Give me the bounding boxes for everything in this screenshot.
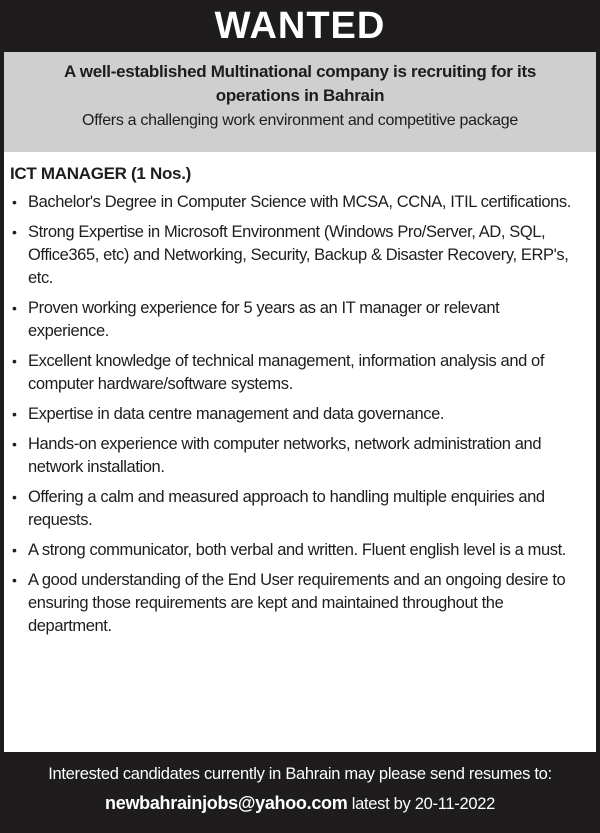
requirement-text: A good understanding of the End User requirements and an ongoing desire to ensuring those requirements are kept and maintained throughout the department. xyxy=(28,571,566,635)
requirement-item xyxy=(10,297,584,343)
wanted-heading: WANTED xyxy=(214,5,386,47)
requirement-text: Expertise in data centre management and data governance. xyxy=(28,405,445,423)
requirement-item xyxy=(10,350,584,396)
bullet-icon: • xyxy=(12,436,17,452)
requirement-item xyxy=(10,403,584,426)
intro-headline-line-2: operations in Bahrain xyxy=(215,86,385,105)
job-details xyxy=(4,152,596,752)
requirement-item xyxy=(10,486,584,532)
contact-email: newbahrainjobs@yahoo.com xyxy=(105,793,348,813)
bullet-icon: • xyxy=(12,353,17,369)
application-deadline: latest by 20-11-2022 xyxy=(347,795,495,813)
bullet-icon: • xyxy=(12,300,17,316)
intro-subline: Offers a challenging work environment and competitive package xyxy=(82,112,518,129)
requirement-text: Offering a calm and measured approach to handling multiple enquiries and requests. xyxy=(28,488,545,529)
requirement-item xyxy=(10,569,584,638)
requirements-list xyxy=(10,191,584,638)
bullet-icon: • xyxy=(12,542,17,558)
requirement-text: Proven working experience for 5 years as an IT manager or relevant experience. xyxy=(28,299,500,340)
header-banner xyxy=(4,0,596,52)
position-title: ICT MANAGER (1 Nos.) xyxy=(10,164,192,183)
requirement-item xyxy=(10,221,584,290)
bullet-icon: • xyxy=(12,406,17,422)
bullet-icon: • xyxy=(12,194,17,210)
requirement-text: Excellent knowledge of technical management, information analysis and of computer hardware/software systems. xyxy=(28,352,545,393)
requirement-item xyxy=(10,433,584,479)
requirement-item xyxy=(10,539,584,562)
requirement-text: A strong communicator, both verbal and written. Fluent english level is a must. xyxy=(28,541,566,559)
application-instruction: Interested candidates currently in Bahrain may please send resumes to: xyxy=(48,765,552,783)
requirement-item xyxy=(10,191,584,214)
requirement-text: Bachelor's Degree in Computer Science with MCSA, CCNA, ITIL certifications. xyxy=(28,193,571,211)
requirement-text: Hands-on experience with computer networks, network administration and network installation. xyxy=(28,435,542,476)
application-contact xyxy=(4,790,596,817)
bullet-icon: • xyxy=(12,224,17,240)
intro-headline xyxy=(4,60,596,108)
bullet-icon: • xyxy=(12,489,17,505)
bullet-icon: • xyxy=(12,572,17,588)
application-footer xyxy=(4,752,596,833)
intro-section xyxy=(4,52,596,152)
requirement-text: Strong Expertise in Microsoft Environment (Windows Pro/Server, AD, SQL, Office365, etc) and Networking, Security, Backup & Disaster Recovery, ERP's, etc. xyxy=(28,223,569,287)
intro-headline-line-1: A well-established Multinational company is recruiting for its xyxy=(64,62,536,81)
